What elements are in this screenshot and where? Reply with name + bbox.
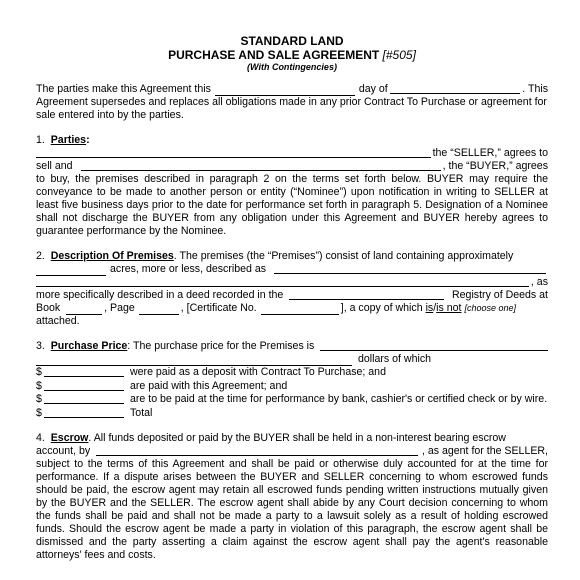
- dollars-label: dollars of which: [358, 353, 432, 365]
- price-lead: : The purchase price for the Premises is: [127, 340, 315, 352]
- intro-text-c: . This: [522, 83, 548, 95]
- section-heading: Parties: [50, 134, 87, 146]
- choose-one-note: [choose one]: [464, 303, 516, 313]
- performance-amount-field[interactable]: [44, 393, 124, 404]
- is-option[interactable]: is: [425, 302, 434, 314]
- attached-label: attached.: [36, 315, 80, 327]
- premises-description-field-2[interactable]: [36, 276, 529, 287]
- price-item-agreement: [36, 380, 548, 394]
- doc-title-main: PURCHASE AND SALE AGREEMENT: [168, 48, 380, 62]
- page-field[interactable]: [139, 304, 179, 315]
- buyer-label: , the “BUYER,” agrees: [442, 160, 548, 172]
- section-number: 1.: [36, 134, 45, 146]
- buyer-name-field[interactable]: [81, 160, 441, 171]
- book-field[interactable]: [66, 304, 102, 315]
- price-item-label: Total: [130, 406, 153, 419]
- section-parties-heading: [36, 134, 548, 147]
- section-heading: Escrow: [50, 432, 89, 444]
- book-line: [36, 302, 548, 315]
- doc-subtitle: (With Contingencies): [247, 62, 337, 72]
- seller-label: the “SELLER,” agrees to: [432, 147, 548, 159]
- purchase-price-field[interactable]: [320, 340, 548, 351]
- escrow-agent-line: [36, 445, 548, 458]
- doc-title: STANDARD LAND: [240, 34, 344, 48]
- currency-symbol: $: [36, 406, 42, 419]
- escrow-lead: . All funds deposited or paid by the BUYER shall be held in a non-interest bearing escrow: [88, 432, 506, 444]
- escrow-body: subject to the terms of this Agreement and shall be paid or otherwise duly accounted for at the time for performance. If a dispute arises between the BUYER and SELLER concerning to whom escrowed funds should be paid, the escrow agent may retain all escrowed funds pending written instructions mutually given by the BUYER and the SELLER. The escrow agent shall abide by any Court decision concerning to whom the funds shall be paid and shall not be made a party to a lawsuit solely as a result of holding escrowed funds. Should the escrow agent be made a party in violation of this paragraph, the escrow agent shall be dismissed and the party asserting a claim against the escrow agent shall pay the agent's reasonable attorneys' fees and costs.: [36, 458, 548, 561]
- as-label: , as: [530, 276, 548, 288]
- intro-text-a: The parties make this Agreement this: [36, 83, 211, 95]
- description-line-2: [36, 276, 548, 289]
- sell-and-label: sell and: [36, 160, 73, 172]
- deposit-amount-field[interactable]: [44, 366, 124, 377]
- seller-line: [36, 147, 548, 160]
- agreement-amount-field[interactable]: [44, 380, 124, 391]
- section-premises-heading: [36, 250, 548, 263]
- price-item-label: were paid as a deposit with Contract To Purchase; and: [130, 366, 386, 378]
- agreement-month-field[interactable]: [390, 83, 521, 94]
- section-escrow-heading: [36, 432, 548, 445]
- acres-label: acres, more or less, described as: [110, 263, 267, 275]
- price-item-label: are to be paid at the time for performance by bank, cashier's or certified check or by wire.: [130, 393, 548, 405]
- total-amount-field[interactable]: [44, 407, 124, 418]
- account-by-label: account, by: [36, 445, 91, 457]
- intro-text-d: Agreement supersedes and replaces all obligations made in any prior Contract To Purchase or agreement for: [36, 96, 547, 108]
- currency-symbol: $: [36, 366, 42, 378]
- page-label: , Page: [104, 302, 135, 314]
- parties-body: to buy, the premises described in paragraph 2 on the terms set forth below. BUYER may require the conveyance to be made to another person or entity (“Nominee”) upon notification in writing to SELLER at least five business days prior to the date for performance set forth in paragraph 5. Designation of a Nominee shall not discharge the BUYER from any obligation under this Agreement and BUYER hereby agrees to guarantee performance by the Nominee.: [36, 173, 548, 237]
- price-item-performance: [36, 393, 548, 407]
- intro-text-b: day of: [358, 83, 388, 95]
- certificate-field[interactable]: [261, 304, 339, 315]
- section-heading: Description Of Premises: [50, 250, 174, 262]
- registry-field[interactable]: [289, 289, 444, 300]
- copy-label: ], a copy of which: [340, 302, 423, 314]
- currency-symbol: $: [36, 393, 42, 405]
- deed-line: [36, 289, 548, 302]
- form-number: [#505]: [382, 48, 416, 62]
- heading-colon: :: [86, 134, 90, 146]
- intro-text-e: sale entered into by the parties.: [36, 109, 184, 121]
- certificate-label: , [Certificate No.: [180, 302, 257, 314]
- is-not-option[interactable]: is not: [436, 302, 462, 314]
- buyer-line: [36, 160, 548, 173]
- agent-for-label: , as agent for the SELLER,: [421, 445, 548, 457]
- premises-lead: . The premises (the “Premises”) consist of land containing approximately: [173, 250, 514, 262]
- price-item-total: [36, 407, 548, 421]
- agreement-date-field[interactable]: [215, 85, 355, 96]
- escrow-agent-field[interactable]: [96, 445, 418, 456]
- acres-field[interactable]: [36, 265, 106, 276]
- price-item-label: are paid with this Agreement; and: [130, 379, 288, 392]
- registry-label: Registry of Deeds at: [452, 289, 548, 301]
- dollars-line: [36, 353, 548, 366]
- deed-label: more specifically described in a deed recorded in the: [36, 289, 284, 301]
- section-price-heading: [36, 340, 548, 353]
- purchase-price-words-field[interactable]: [36, 355, 352, 366]
- currency-symbol: $: [36, 379, 42, 392]
- book-label: Book: [36, 302, 61, 314]
- intro-line-1: [36, 83, 548, 96]
- section-heading: Purchase Price: [50, 340, 128, 352]
- doc-title-line2: [36, 48, 548, 62]
- section-number: 3.: [36, 340, 45, 352]
- section-number: 2.: [36, 250, 45, 262]
- seller-name-field[interactable]: [36, 147, 431, 158]
- acres-line: [36, 263, 548, 276]
- premises-description-field[interactable]: [274, 263, 546, 274]
- option-slash: /: [433, 302, 437, 314]
- price-item-deposit: [36, 366, 548, 380]
- section-number: 4.: [36, 432, 45, 444]
